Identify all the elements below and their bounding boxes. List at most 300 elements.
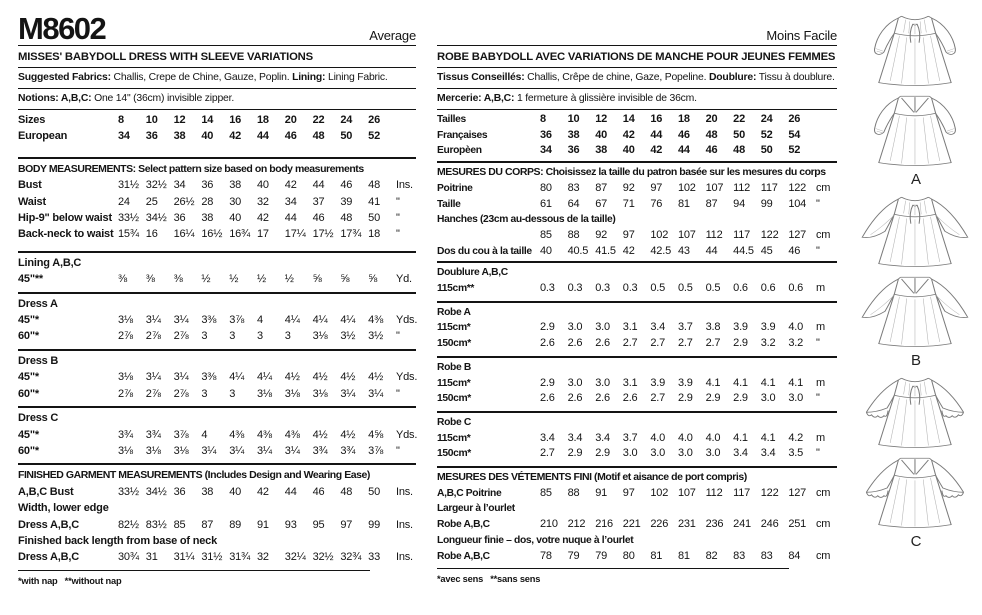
row-label: Lining A,B,C	[18, 256, 82, 269]
value-cell: 38	[201, 485, 214, 498]
value-cell: 221	[622, 518, 641, 531]
table-row	[18, 328, 416, 344]
value-cell: 3	[229, 387, 236, 400]
value-cell: 26½	[173, 195, 195, 208]
value-cell: 85	[540, 486, 552, 499]
value-cell: 79	[567, 549, 580, 562]
value-cell: 88	[567, 486, 580, 499]
value-cell: 43	[677, 244, 690, 257]
value-cell: 3.0	[788, 392, 804, 405]
row-label: Taille	[437, 198, 461, 210]
value-cell: 34	[540, 144, 552, 157]
value-cell: 36	[567, 144, 580, 157]
value-cell: 32	[256, 551, 269, 564]
nap-footnote: *avec sens **sans sens	[437, 574, 541, 585]
value-cell: 4.0	[677, 431, 693, 444]
row-label: Dress A,B,C	[18, 518, 79, 531]
value-cell: 2.6	[622, 392, 638, 405]
value-cell: 3.9	[650, 376, 666, 389]
value-cell: 24	[118, 195, 130, 208]
value-cell: 34	[118, 130, 130, 143]
value-cell: 4⅜	[256, 428, 272, 441]
value-cell: 91	[256, 518, 269, 531]
value-cell: 102	[677, 181, 696, 194]
value-cell: 3.4	[650, 321, 666, 334]
value-cell: 31¾	[229, 551, 250, 564]
garment-title: ROBE BABYDOLL AVEC VARIATIONS DE MANCHE POUR JEUNES FEMMES	[437, 46, 837, 68]
table-row	[18, 427, 416, 443]
value-cell: 42.5	[650, 244, 671, 257]
unit-cell: "	[815, 447, 820, 460]
value-cell: 3¾	[312, 444, 328, 457]
value-cell: 97	[340, 518, 353, 531]
value-cell: 212	[567, 518, 586, 531]
value-cell: 36	[173, 485, 186, 498]
row-label: Bust	[18, 179, 42, 192]
row-label: Doublure A,B,C	[437, 267, 508, 279]
value-cell: 15¾	[118, 228, 139, 241]
value-cell: 97	[650, 181, 663, 194]
value-cell: 0.5	[650, 282, 666, 295]
value-cell: 3.4	[595, 431, 610, 444]
value-cell: 36	[540, 128, 552, 141]
table-section	[437, 161, 837, 261]
value-cell: 8	[540, 113, 546, 125]
unit-cell: m	[815, 321, 825, 334]
value-cell: 99	[760, 197, 773, 210]
value-cell: 3⅛	[145, 444, 161, 457]
value-cell: 71	[622, 197, 635, 210]
value-cell: 3⅞	[229, 314, 245, 327]
row-label: Robe A,B,C	[437, 519, 490, 531]
value-cell: 50	[760, 144, 773, 157]
row-label: Dress C	[18, 412, 59, 425]
value-cell: 3½	[368, 330, 384, 343]
value-cell: 3.0	[760, 392, 776, 405]
row-label: Width, lower edge	[18, 502, 109, 515]
value-cell: 4⅜	[284, 428, 300, 441]
table-row	[437, 486, 837, 502]
value-cell: 42	[284, 179, 297, 192]
value-cell: 99	[368, 518, 381, 531]
value-cell: 38	[201, 212, 214, 225]
value-cell: 87	[705, 197, 718, 210]
section-heading: MESURES DES VÉTEMENTS FINI (Motif et aisance de port compris)	[437, 471, 747, 484]
french-column	[437, 0, 837, 584]
row-label: Back-neck to waist	[18, 228, 114, 241]
value-cell: 48	[340, 485, 353, 498]
value-cell: 83	[760, 549, 773, 562]
value-cell: 3.4	[540, 431, 555, 444]
table-row	[437, 112, 837, 128]
value-cell: 3⅛	[118, 444, 133, 457]
value-cell: 8	[118, 114, 124, 126]
value-cell: 14	[201, 114, 214, 126]
value-cell: 93	[284, 518, 297, 531]
value-cell: 3.7	[622, 431, 638, 444]
value-cell: 3.9	[760, 321, 776, 334]
value-cell: 33½	[118, 485, 139, 498]
value-cell: 216	[595, 518, 613, 531]
row-label: 45"*	[18, 371, 39, 384]
value-cell: 0.3	[567, 282, 583, 295]
value-cell: 2.6	[595, 337, 610, 350]
value-cell: 2⅞	[145, 387, 161, 400]
value-cell: 3.7	[677, 321, 693, 334]
value-cell: 3⅛	[312, 330, 328, 343]
table-row	[437, 446, 837, 462]
value-cell: 4.0	[788, 321, 804, 334]
table-row	[437, 265, 837, 281]
value-cell: 3.0	[677, 447, 693, 460]
value-cell: 41	[368, 195, 381, 208]
value-cell: 0.5	[677, 282, 693, 295]
value-cell: 127	[788, 486, 807, 499]
footnote-area	[18, 570, 416, 586]
table-row	[437, 244, 837, 260]
value-cell: 3	[201, 330, 208, 343]
dress-views-strip	[853, 12, 979, 555]
unit-cell: m	[815, 376, 825, 389]
row-label: A,B,C Bust	[18, 485, 74, 498]
value-cell: 17½	[312, 228, 334, 241]
value-cell: 78	[540, 549, 552, 562]
value-cell: 2⅞	[118, 387, 133, 400]
unit-cell: Yds.	[395, 314, 418, 327]
value-cell: 17¾	[340, 228, 362, 241]
value-cell: 85	[173, 518, 186, 531]
view-a-group	[855, 12, 977, 188]
value-cell: 52	[368, 130, 381, 143]
value-cell: 3¾	[118, 428, 133, 441]
value-cell: 0.5	[705, 282, 721, 295]
row-label: 150cm*	[437, 448, 471, 460]
notions-row	[18, 89, 416, 110]
value-cell: 42	[622, 128, 635, 141]
row-label: Sizes	[18, 114, 46, 126]
value-cell: 16¾	[229, 228, 250, 241]
value-cell: 3¼	[229, 444, 245, 457]
value-cell: 2.9	[540, 321, 555, 334]
dress-b-front-illustration	[855, 193, 977, 273]
section-heading: FINISHED GARMENT MEASUREMENTS (Includes Design and Wearing Ease)	[18, 469, 370, 482]
value-cell: 32½	[312, 551, 334, 564]
notions-label: Mercerie: A,B,C:	[437, 93, 515, 104]
value-cell: 44	[677, 144, 690, 157]
row-label: Dress A	[18, 297, 58, 310]
value-cell: 40	[256, 179, 269, 192]
value-cell: 4.0	[705, 431, 721, 444]
value-cell: 44	[284, 485, 297, 498]
unit-cell: cm	[815, 518, 831, 531]
table-row	[437, 360, 837, 376]
unit-cell: Yd.	[395, 273, 412, 286]
notions-text: 1 fermeture à glissière invisible de 36cm.	[514, 93, 697, 104]
value-cell: 16	[229, 114, 242, 126]
value-cell: 0.3	[540, 282, 555, 295]
value-cell: 26	[368, 114, 381, 126]
value-cell: 28	[201, 195, 214, 208]
value-cell: 4¼	[312, 314, 328, 327]
value-cell: 102	[650, 228, 669, 241]
value-cell: 3¼	[173, 371, 189, 384]
value-cell: 44	[705, 244, 718, 257]
value-cell: 16½	[201, 228, 223, 241]
value-cell: 2.9	[567, 447, 583, 460]
value-cell: 104	[788, 197, 807, 210]
row-label: Finished back length from base of neck	[18, 534, 217, 547]
value-cell: 20	[284, 114, 297, 126]
table-row	[437, 320, 837, 336]
value-cell: 122	[760, 486, 779, 499]
row-label: Robe B	[437, 361, 471, 373]
value-cell: 22	[733, 113, 745, 125]
row-label: Robe A,B,C	[437, 550, 490, 562]
value-cell: ⅜	[145, 273, 155, 286]
header-bar	[437, 0, 837, 46]
value-cell: 3⅛	[173, 444, 189, 457]
dress-a-back-illustration	[855, 92, 977, 172]
value-cell: 3.2	[760, 337, 776, 350]
row-label: Hip-9" below waist	[18, 212, 112, 225]
value-cell: 80	[540, 181, 552, 194]
row-label: Largeur à l’ourlet	[437, 503, 515, 515]
table-row	[18, 353, 416, 369]
unit-cell: "	[815, 244, 820, 257]
value-cell: ⅜	[173, 273, 183, 286]
value-cell: 31½	[201, 551, 223, 564]
table-row	[437, 181, 837, 197]
dress-c-back-illustration	[855, 454, 977, 534]
value-cell: 12	[173, 114, 186, 126]
row-label: A,B,C Poitrine	[437, 487, 502, 499]
value-cell: ⅝	[368, 273, 378, 286]
table-row	[437, 549, 837, 565]
value-cell: 18	[677, 113, 690, 125]
table-section	[18, 251, 416, 292]
value-cell: 48	[340, 212, 353, 225]
table-row	[437, 391, 837, 407]
dress-b-back-illustration	[855, 273, 977, 353]
unit-cell: "	[815, 392, 820, 405]
value-cell: 2.9	[595, 447, 610, 460]
value-cell: 2.6	[595, 392, 610, 405]
value-cell: 84	[788, 549, 801, 562]
unit-cell: "	[815, 197, 820, 210]
value-cell: 88	[567, 228, 580, 241]
unit-cell: m	[815, 282, 825, 295]
value-cell: ⅜	[118, 273, 127, 286]
value-cell: ½	[201, 273, 211, 286]
value-cell: 46	[312, 485, 325, 498]
unit-cell: "	[815, 337, 820, 350]
nap-footnote: *with nap **without nap	[18, 575, 122, 586]
table-section	[18, 406, 416, 463]
value-cell: 107	[705, 181, 724, 194]
value-cell: 4	[256, 314, 263, 327]
value-cell: 50	[368, 485, 381, 498]
table-section	[18, 349, 416, 406]
row-label: Poitrine	[437, 182, 473, 194]
value-cell: 3.1	[622, 321, 638, 334]
table-row	[437, 228, 837, 244]
value-cell: 40	[229, 212, 242, 225]
value-cell: 3¼	[145, 371, 161, 384]
table-row	[437, 305, 837, 321]
unit-cell: cm	[815, 181, 831, 194]
value-cell: 3	[256, 330, 263, 343]
value-cell: 4½	[340, 428, 356, 441]
value-cell: 122	[760, 228, 779, 241]
value-cell: 18	[368, 228, 381, 241]
row-label: Dress B	[18, 354, 59, 367]
value-cell: 37	[312, 195, 325, 208]
view-label-b: B	[910, 352, 921, 369]
table-row	[437, 431, 837, 447]
value-cell: 36	[145, 130, 158, 143]
value-cell: 95	[312, 518, 325, 531]
english-column	[18, 0, 416, 586]
value-cell: 117	[760, 181, 778, 194]
fabrics-text: Challis, Crêpe de chine, Gaze, Popeline.	[524, 72, 709, 83]
notions-text: One 14" (36cm) invisible zipper.	[91, 93, 235, 104]
value-cell: 54	[788, 128, 801, 141]
row-label: Longueur finie – dos, votre nuque à l’ourlet	[437, 534, 634, 546]
value-cell: 91	[595, 486, 608, 499]
value-cell: 34	[284, 195, 297, 208]
value-cell: 94	[733, 197, 745, 210]
unit-cell: Ins.	[395, 551, 413, 564]
value-cell: 3.5	[788, 447, 804, 460]
value-cell: 117	[733, 228, 751, 241]
value-cell: 3.0	[595, 321, 610, 334]
value-cell: 2⅞	[173, 387, 189, 400]
value-cell: 3.8	[705, 321, 721, 334]
table-row	[18, 484, 416, 500]
value-cell: 44	[650, 128, 663, 141]
unit-cell: m	[815, 431, 825, 444]
value-cell: 45	[760, 244, 773, 257]
value-cell: 102	[650, 486, 669, 499]
value-cell: 10	[567, 113, 580, 125]
value-cell: 3⅛	[118, 314, 133, 327]
value-cell: 64	[567, 197, 580, 210]
value-cell: 4.1	[760, 376, 776, 389]
value-cell: 83½	[145, 518, 167, 531]
row-label: 115cm*	[437, 322, 471, 334]
value-cell: 4½	[312, 371, 328, 384]
value-cell: 4½	[368, 371, 384, 384]
table-row	[18, 128, 416, 144]
value-cell: 42	[256, 485, 269, 498]
unit-cell: "	[395, 444, 400, 457]
value-cell: 3¼	[173, 314, 189, 327]
table-row	[18, 369, 416, 385]
value-cell: 34	[173, 179, 186, 192]
value-cell: 44.5	[733, 244, 754, 257]
table-row	[18, 194, 416, 210]
table-row	[18, 271, 416, 287]
value-cell: 3.9	[733, 321, 748, 334]
row-label: 115cm**	[437, 283, 475, 295]
row-label: 150cm*	[437, 338, 471, 350]
row-label: Europèen	[437, 145, 482, 157]
value-cell: 3.9	[677, 376, 693, 389]
table-row	[18, 312, 416, 328]
table-row	[18, 210, 416, 226]
value-cell: 50	[368, 212, 381, 225]
view-c-group	[855, 374, 977, 550]
table-row	[18, 410, 416, 426]
row-label: Tailles	[437, 114, 466, 125]
value-cell: 3.1	[622, 376, 638, 389]
value-cell: 87	[201, 518, 214, 531]
value-cell: 4.2	[788, 431, 804, 444]
row-label: 45"**	[18, 273, 44, 286]
value-cell: 46	[340, 179, 353, 192]
unit-cell: Ins.	[395, 518, 413, 531]
value-cell: 40	[201, 130, 214, 143]
table-row	[437, 212, 837, 228]
difficulty-rating: Average	[369, 28, 416, 43]
fabrics-label: Tissus Conseillés:	[437, 72, 525, 83]
value-cell: 3.4	[733, 447, 748, 460]
section-heading: MESURES DU CORPS: Choisissez la taille du patron basée sur les mesures du corps	[437, 166, 826, 179]
value-cell: 79	[595, 549, 608, 562]
value-cell: 4¼	[284, 314, 300, 327]
value-cell: 31½	[118, 179, 139, 192]
value-cell: 112	[705, 228, 723, 241]
french-measurement-tables	[437, 110, 837, 568]
table-row	[437, 533, 837, 549]
value-cell: 112	[733, 181, 751, 194]
value-cell: 4⅜	[368, 314, 384, 327]
fabrics-text: Challis, Crepe de Chine, Gauze, Poplin.	[110, 72, 293, 83]
value-cell: 246	[760, 518, 779, 531]
value-cell: 3.0	[595, 376, 610, 389]
value-cell: 92	[595, 228, 608, 241]
row-label: 150cm*	[437, 393, 471, 405]
value-cell: 3⅛	[256, 387, 272, 400]
value-cell: 3⅛	[312, 387, 328, 400]
unit-cell: "	[395, 387, 400, 400]
value-cell: 3.0	[567, 376, 583, 389]
value-cell: 38	[229, 179, 242, 192]
value-cell: 40.5	[567, 244, 589, 257]
row-label: European	[18, 130, 68, 143]
header-bar	[18, 0, 416, 46]
table-row	[18, 177, 416, 193]
value-cell: 3.0	[622, 447, 638, 460]
row-label: 45"*	[18, 314, 39, 327]
value-cell: 22	[312, 114, 325, 126]
value-cell: 16	[650, 113, 663, 125]
value-cell: 122	[788, 181, 807, 194]
value-cell: 40	[622, 144, 635, 157]
value-cell: 16¼	[173, 228, 195, 241]
value-cell: 87	[595, 181, 608, 194]
value-cell: 41.5	[595, 244, 616, 257]
lining-text: Tissu à doublure.	[756, 72, 835, 83]
row-label: 45"*	[18, 428, 39, 441]
value-cell: 112	[705, 486, 723, 499]
value-cell: 36	[173, 212, 186, 225]
value-cell: 32	[256, 195, 269, 208]
row-label: Françaises	[437, 129, 488, 141]
row-label: Dress A,B,C	[18, 551, 79, 564]
value-cell: 46	[788, 244, 801, 257]
value-cell: 31	[145, 551, 158, 564]
